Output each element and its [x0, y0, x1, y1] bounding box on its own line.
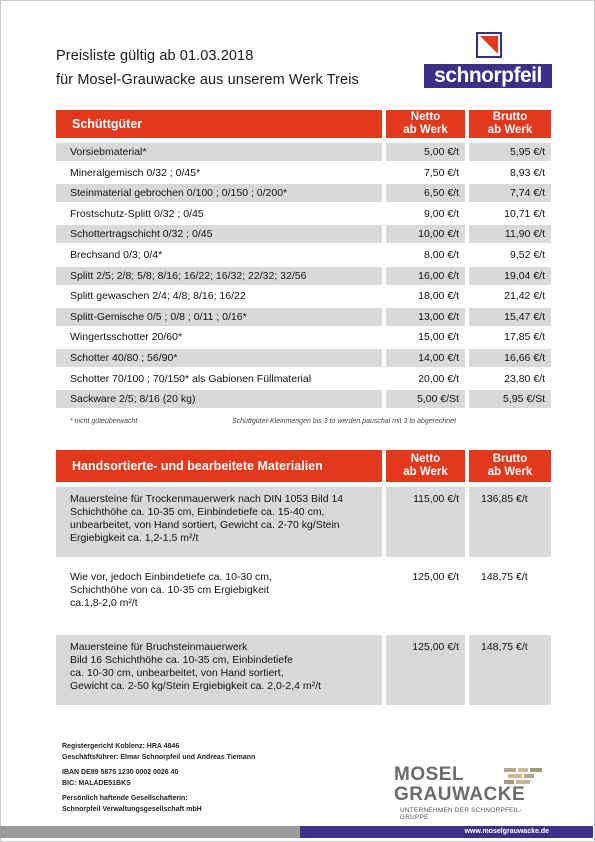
- gross-price: 9,52 €/t: [469, 246, 551, 264]
- net-price: 115,00 €/t: [386, 487, 465, 557]
- net-price: 8,00 €/t: [386, 246, 465, 264]
- net-price: 5,00 €/t: [386, 143, 465, 161]
- brand-tagline: UNTERNEHMEN DER SCHNORPFEIL-GRUPPE: [400, 807, 522, 821]
- gross-price: 10,71 €/t: [469, 205, 551, 223]
- description-line: Bild 16 Schichthöhe ca. 10-35 cm, Einbindetiefe: [70, 654, 293, 666]
- product-name: Brechsand 0/3; 0/4*: [56, 246, 382, 264]
- product-name: Frostschutz-Splitt 0/32 ; 0/45: [56, 205, 382, 223]
- gross-price: 23,80 €/t: [469, 370, 551, 388]
- price-list-subtitle: für Mosel-Grauwacke aus unserem Werk Treis: [56, 72, 359, 88]
- description-line: Gewicht ca. 2-50 kg/Stein Ergiebigkeit ca. 2,0-2,4 m²/t: [70, 680, 321, 692]
- net-price: 125,00 €/t: [386, 635, 465, 705]
- net-price: 6,50 €/t: [386, 184, 465, 202]
- footer-bar-website[interactable]: www.moselgrauwacke.de: [300, 826, 593, 838]
- column-header-net-2-line2: ab Werk: [403, 466, 448, 478]
- mosel-grauwacke-logo: [394, 764, 544, 821]
- material-description: [56, 487, 382, 557]
- gross-price: 19,04 €/t: [469, 267, 551, 285]
- gross-price: 16,66 €/t: [469, 349, 551, 367]
- net-price: 14,00 €/t: [386, 349, 465, 367]
- price-list-title: Preisliste gültig ab 01.03.2018: [56, 48, 254, 64]
- net-price: 20,00 €/t: [386, 370, 465, 388]
- column-header-gross-2-line2: ab Werk: [487, 466, 533, 478]
- schnorpfeil-logo: [424, 32, 552, 94]
- product-name: Schotter 40/80 ; 56/90*: [56, 349, 382, 367]
- product-name: Splitt-Gemische 0/5 ; 0/8 ; 0/11 ; 0/16*: [56, 308, 382, 326]
- company-detail-line: Registergericht Koblenz: HRA 4846: [62, 743, 180, 750]
- company-detail-line: BIC: MALADE51BKS: [62, 780, 131, 787]
- description-line: unbearbeitet, von Hand sortiert, Gewicht ca. 2-70 kg/Stein: [70, 519, 340, 531]
- column-header-gross: [469, 110, 551, 138]
- column-header-gross-line2: ab Werk: [487, 124, 533, 136]
- net-price: 9,00 €/t: [386, 205, 465, 223]
- column-header-gross-line1: Brutto: [492, 111, 528, 123]
- product-name: Steinmaterial gebrochen 0/100 ; 0/150 ; 0/200*: [56, 184, 382, 202]
- material-description: [56, 565, 382, 629]
- company-detail-line: IBAN DE89 5875 1230 0002 0026 40: [62, 769, 179, 776]
- description-line: ca.1,8-2,0 m²/t: [70, 597, 138, 609]
- product-name: Splitt gewaschen 2/4; 4/8; 8/16; 16/22: [56, 287, 382, 305]
- net-price: 7,50 €/t: [386, 164, 465, 182]
- description-line: Ergiebigkeit ca. 1,2-1,5 m²/t: [70, 532, 199, 544]
- column-header-gross-2: [469, 450, 551, 482]
- gross-price: 17,85 €/t: [469, 328, 551, 346]
- section-header-bulk: Schüttgüter: [56, 110, 382, 138]
- gross-price: 148,75 €/t: [469, 565, 551, 629]
- product-name: Mineralgemisch 0/32 ; 0/45*: [56, 164, 382, 182]
- description-line: Schichthöhe ca. 10-35 cm, Einbindetiefe ca. 15-40 cm,: [70, 506, 325, 518]
- company-detail-line: Persönlich haftende Gesellschafterin:: [62, 795, 188, 802]
- product-name: Sackware 2/5; 8/16 (20 kg): [56, 390, 382, 408]
- net-price: 5,00 €/St: [386, 390, 465, 408]
- footer-bar-grey: [0, 826, 300, 838]
- net-price: 15,00 €/t: [386, 328, 465, 346]
- column-header-net-2: [386, 450, 465, 482]
- brand-line1: MOSEL: [394, 764, 465, 785]
- logo-mark-icon: [476, 32, 502, 58]
- column-header-net: [386, 110, 465, 138]
- gross-price: 148,75 €/t: [469, 635, 551, 705]
- product-name: Schottertragschicht 0/32 ; 0/45: [56, 225, 382, 243]
- product-name: Wingertsschotter 20/60*: [56, 328, 382, 346]
- company-detail-line: Geschäftsführer: Elmar Schnorpfeil und Andreas Tiemann: [62, 754, 256, 761]
- column-header-net-line2: ab Werk: [403, 124, 448, 136]
- description-line: Wie vor, jedoch Einbindetiefe ca. 10-30 cm,: [70, 571, 272, 583]
- column-header-gross-2-line1: Brutto: [492, 453, 528, 465]
- gross-price: 21,42 €/t: [469, 287, 551, 305]
- description-line: Mauersteine für Bruchsteinmauerwerk: [70, 641, 248, 653]
- column-header-net-2-line1: Netto: [410, 453, 441, 465]
- description-line: Mauersteine für Trockenmauerwerk nach DIN 1053 Bild 14: [70, 493, 344, 505]
- description-line: ca. 10-30 cm, unbearbeitet, von Hand sortiert,: [70, 667, 284, 679]
- stone-wall-icon: [504, 768, 544, 784]
- product-name: Vorsiebmaterial*: [56, 143, 382, 161]
- description-line: Schichthöhe von ca. 10-35 cm Ergiebigkeit: [70, 584, 270, 596]
- gross-price: 8,93 €/t: [469, 164, 551, 182]
- brand-line2: GRAUWACKE: [394, 784, 526, 805]
- net-price: 13,00 €/t: [386, 308, 465, 326]
- note-small-quantities: Schüttgüter-Kleinmengen bis 3 to werden pauschal mit 3 to abgerechnet: [232, 418, 457, 425]
- gross-price: 15,47 €/t: [469, 308, 551, 326]
- product-name: Schotter 70/100 ; 70/150* als Gabionen Füllmaterial: [56, 370, 382, 388]
- net-price: 16,00 €/t: [386, 267, 465, 285]
- gross-price: 7,74 €/t: [469, 184, 551, 202]
- product-name: Splitt 2/5; 2/8; 5/8; 8/16; 16/22; 16/32; 22/32; 32/56: [56, 267, 382, 285]
- logo-wordmark: schnorpfeil: [424, 64, 552, 88]
- net-price: 10,00 €/t: [386, 225, 465, 243]
- net-price: 125,00 €/t: [386, 565, 465, 629]
- gross-price: 5,95 €/t: [469, 143, 551, 161]
- gross-price: 5,95 €/St: [469, 390, 551, 408]
- net-price: 18,00 €/t: [386, 287, 465, 305]
- gross-price: 136,85 €/t: [469, 487, 551, 557]
- column-header-net-line1: Netto: [410, 111, 441, 123]
- note-not-monitored: * nicht güteüberwacht: [70, 418, 138, 425]
- material-description: [56, 635, 382, 705]
- company-detail-line: Schnorpfeil Verwaltungsgesellschaft mbH: [62, 806, 202, 813]
- gross-price: 11,90 €/t: [469, 225, 551, 243]
- section-header-handsorted: Handsortierte- und bearbeitete Materialien: [56, 450, 382, 482]
